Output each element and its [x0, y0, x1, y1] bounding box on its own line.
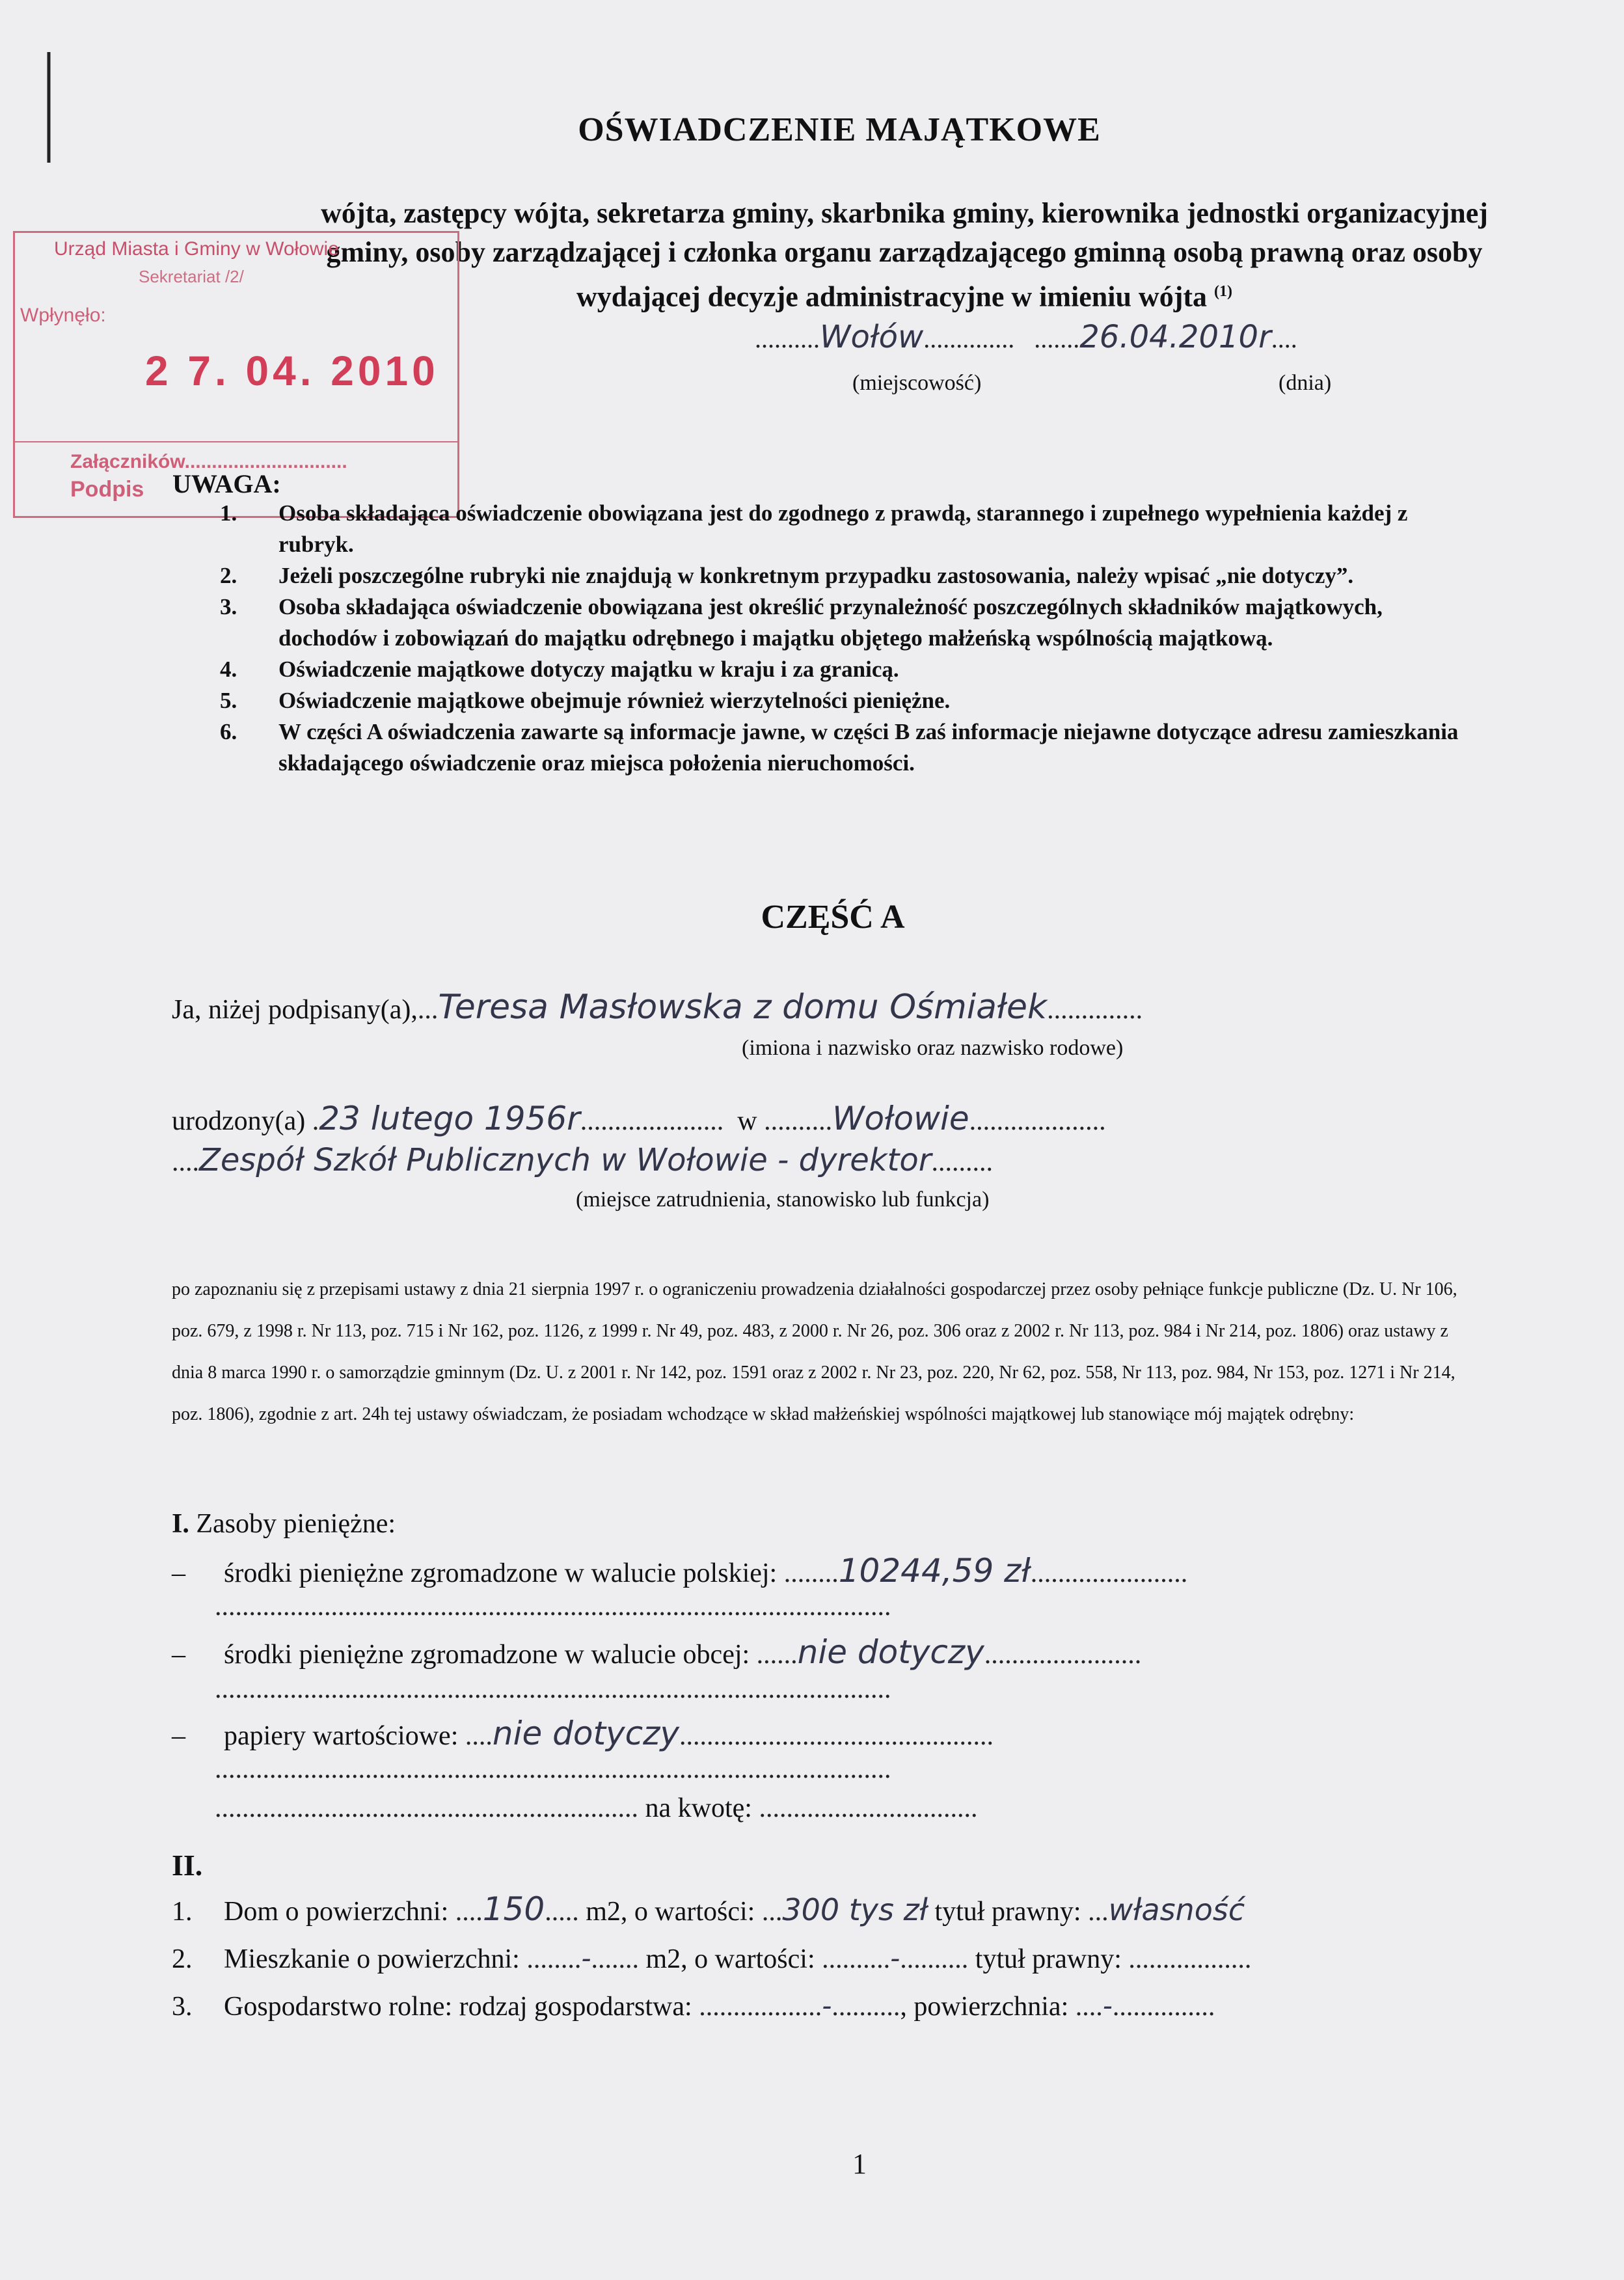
notes-heading: UWAGA: [172, 469, 281, 498]
securities-row: – papiery wartościowe: ....nie dotyczy.............................................. [172, 1715, 994, 1752]
securities-value: nie dotyczy [492, 1715, 679, 1752]
stamp-received-label: Wpłynęło: [20, 305, 106, 326]
stamp-office: Urząd Miasta i Gminy w Wołowie [54, 238, 339, 260]
farm-label: Gospodarstwo rolne: rodzaj gospodarstwa: [224, 1992, 692, 2022]
house-title-value: własność [1108, 1892, 1245, 1927]
foreign-value: nie dotyczy [797, 1633, 984, 1671]
pln-value: 10244,59 zł [838, 1552, 1031, 1590]
farm-type: - [822, 1990, 832, 2022]
dotted-line: ................................................................................................... [215, 1674, 891, 1704]
house-unit: m2, o wartości: [586, 1897, 755, 1927]
house-title-label: tytuł prawny: [934, 1897, 1081, 1927]
house-value: 300 tys zł [782, 1892, 928, 1927]
note-item: 4. Oświadczenie majątkowe dotyczy majątku w kraju i za granicą. [220, 657, 899, 682]
securities-label: papiery wartościowe: [224, 1721, 459, 1751]
flat-value: - [890, 1942, 900, 1974]
dotted-line: ................................................................................................... [215, 1754, 891, 1784]
dotted-line: ................................................................................................... [215, 1592, 891, 1622]
notes-list [215, 498, 1483, 779]
born-in-label: w [737, 1106, 757, 1136]
born-label: urodzony(a) [172, 1106, 306, 1136]
note-item: 3. Osoba składająca oświadczenie obowiązana jest określić przynależność poszczególnych składników majątkowych, dochodów i zobowiązań do majątku odrębnego i majątku objętego małżeńską wspólnością majątkową. [220, 594, 1383, 651]
legal-basis-text: po zapoznaniu się z przepisami ustawy z dnia 21 sierpnia 1997 r. o ograniczeniu prowadzenia działalności gospodarczej przez osoby pełniące funkcje publiczne (Dz. U. Nr 106, poz. 679, z 1998 r. Nr 113, poz. 715 i Nr 162, poz. 1126, z 1999 r. Nr 49, poz. 483, z 2000 r. Nr 26, poz. 306 oraz z 2002 r. Nr 113, poz. 984 i Nr 214, poz. 1806) oraz ustawy z dnia 8 marca 1990 r. o samorządzie gminnym (Dz. U. z 2001 r. Nr 142, poz. 1591 oraz z 2002 r. Nr 23, poz. 220, Nr 62, poz. 558, Nr 113, poz. 984, Nr 153, poz. 1271 i Nr 214, poz. 1806), zgodnie z art. 24h tej ustawy oświadczam, że posiadam wchodzące w skład małżeńskiej wspólności majątkowej lub stanowiące mój majątek odrębny: [172, 1279, 1457, 1424]
employment-value: Zespół Szkół Publicznych w Wołowie - dyrektor [199, 1142, 932, 1178]
footnote-mark: (1) [1214, 283, 1232, 300]
stamp-secretariat: Sekretariat /2/ [139, 267, 244, 286]
born-place: Wołowie [832, 1100, 969, 1137]
place-caption: (miejscowość) [852, 371, 982, 395]
foreign-label: środki pieniężne zgromadzone w walucie obcej: [224, 1640, 750, 1670]
house-row: 1. Dom o powierzchni: ....150..... m2, o wartości: ...300 tys zł tytuł prawny: ...własność [172, 1890, 1245, 1928]
note-item: 5. Oświadczenie majątkowe obejmuje również wierzytelności pieniężne. [220, 688, 951, 713]
name-row: Ja, niżej podpisany(a),...Teresa Masłowska z domu Ośmiałek.............. [172, 988, 1143, 1027]
stamp-received-date: 2 7. 04. 2010 [145, 347, 439, 394]
place-date-row: ..........Wołów.............. .......26.04.2010r.... [755, 319, 1297, 355]
employment-caption: (miejsce zatrudnienia, stanowisko lub funkcja) [576, 1188, 990, 1212]
employment-row: ....Zespół Szkół Publicznych w Wołowie - dyrektor......... [172, 1142, 993, 1178]
date-caption: (dnia) [1279, 371, 1332, 395]
name-caption: (imiona i nazwisko oraz nazwisko rodowe) [742, 1036, 1124, 1060]
born-row: urodzony(a) .23 lutego 1956r..................... w ..........Wołowie.................... [172, 1100, 1106, 1137]
flat-title-label: tytuł prawny: [975, 1944, 1122, 1974]
farm-area-label: , powierzchnia: [900, 1992, 1069, 2022]
subtitle-text: wójta, zastępcy wójta, sekretarza gminy, skarbnika gminy, kierownika jednostki organizacyjnej gminy, osoby zarządzającej i członka organu zarządzającego gminną osobą prawną oraz osoby wydającej decyzje administracyjne w imieniu wójta [321, 197, 1488, 313]
farm-row: 3. Gospodarstwo rolne: rodzaj gospodarstwa: ..................-.........., powierzchnia: ....-............... [172, 1990, 1215, 2022]
document-subtitle [286, 194, 1522, 317]
name-value: Teresa Masłowska z domu Ośmiałek [438, 988, 1048, 1027]
foreign-row: – środki pieniężne zgromadzone w walucie obcej: ......nie dotyczy....................... [172, 1633, 1142, 1671]
house-area: 150 [482, 1890, 545, 1928]
note-item: 1. Osoba składająca oświadczenie obowiązana jest do zgodnego z prawdą, starannego i zupełnego wypełnienia każdej z rubryk. [220, 500, 1408, 557]
pln-label: środki pieniężne zgromadzone w walucie polskiej: [224, 1558, 778, 1588]
farm-area: - [1102, 1990, 1113, 2022]
stamp-attachments: Załączników.............................. [70, 451, 347, 472]
part-a-heading: CZĘŚĆ A [761, 899, 905, 936]
flat-label: Mieszkanie o powierzchni: [224, 1944, 520, 1974]
flat-area: - [581, 1942, 591, 1974]
document-title: OŚWIADCZENIE MAJĄTKOWE [578, 111, 1101, 148]
flat-unit: m2, o wartości: [645, 1944, 815, 1974]
stamp-signature: Podpis [70, 477, 144, 502]
section-2-heading: II. [172, 1849, 203, 1882]
born-date: 23 lutego 1956r [319, 1100, 580, 1137]
amount-row: .............................................................. na kwotę: ................................ [215, 1793, 978, 1823]
name-label: Ja, niżej podpisany(a), [172, 995, 418, 1025]
place-value: Wołów [820, 319, 924, 355]
amount-label: na kwotę: [645, 1793, 752, 1823]
stamp-divider [15, 441, 457, 442]
house-label: Dom o powierzchni: [224, 1897, 449, 1927]
flat-row: 2. Mieszkanie o powierzchni: ........-....... m2, o wartości: ..........-.......... tytuł prawny: .................. [172, 1942, 1252, 1974]
page-number: 1 [852, 2148, 867, 2180]
date-value: 26.04.2010r [1079, 319, 1271, 355]
note-item: 2. Jeżeli poszczególne rubryki nie znajdują w konkretnym przypadku zastosowania, należy wpisać „nie dotyczy”. [220, 563, 1354, 588]
note-item: 6. W części A oświadczenia zawarte są informacje jawne, w części B zaś informacje niejawne dotyczące adresu zamieszkania składającego oświadczenie oraz miejsca położenia nieruchomości. [220, 719, 1459, 776]
pln-row: – środki pieniężne zgromadzone w walucie polskiej: ........10244,59 zł....................... [172, 1552, 1188, 1590]
section-1-heading: I. Zasoby pieniężne: [172, 1509, 396, 1539]
